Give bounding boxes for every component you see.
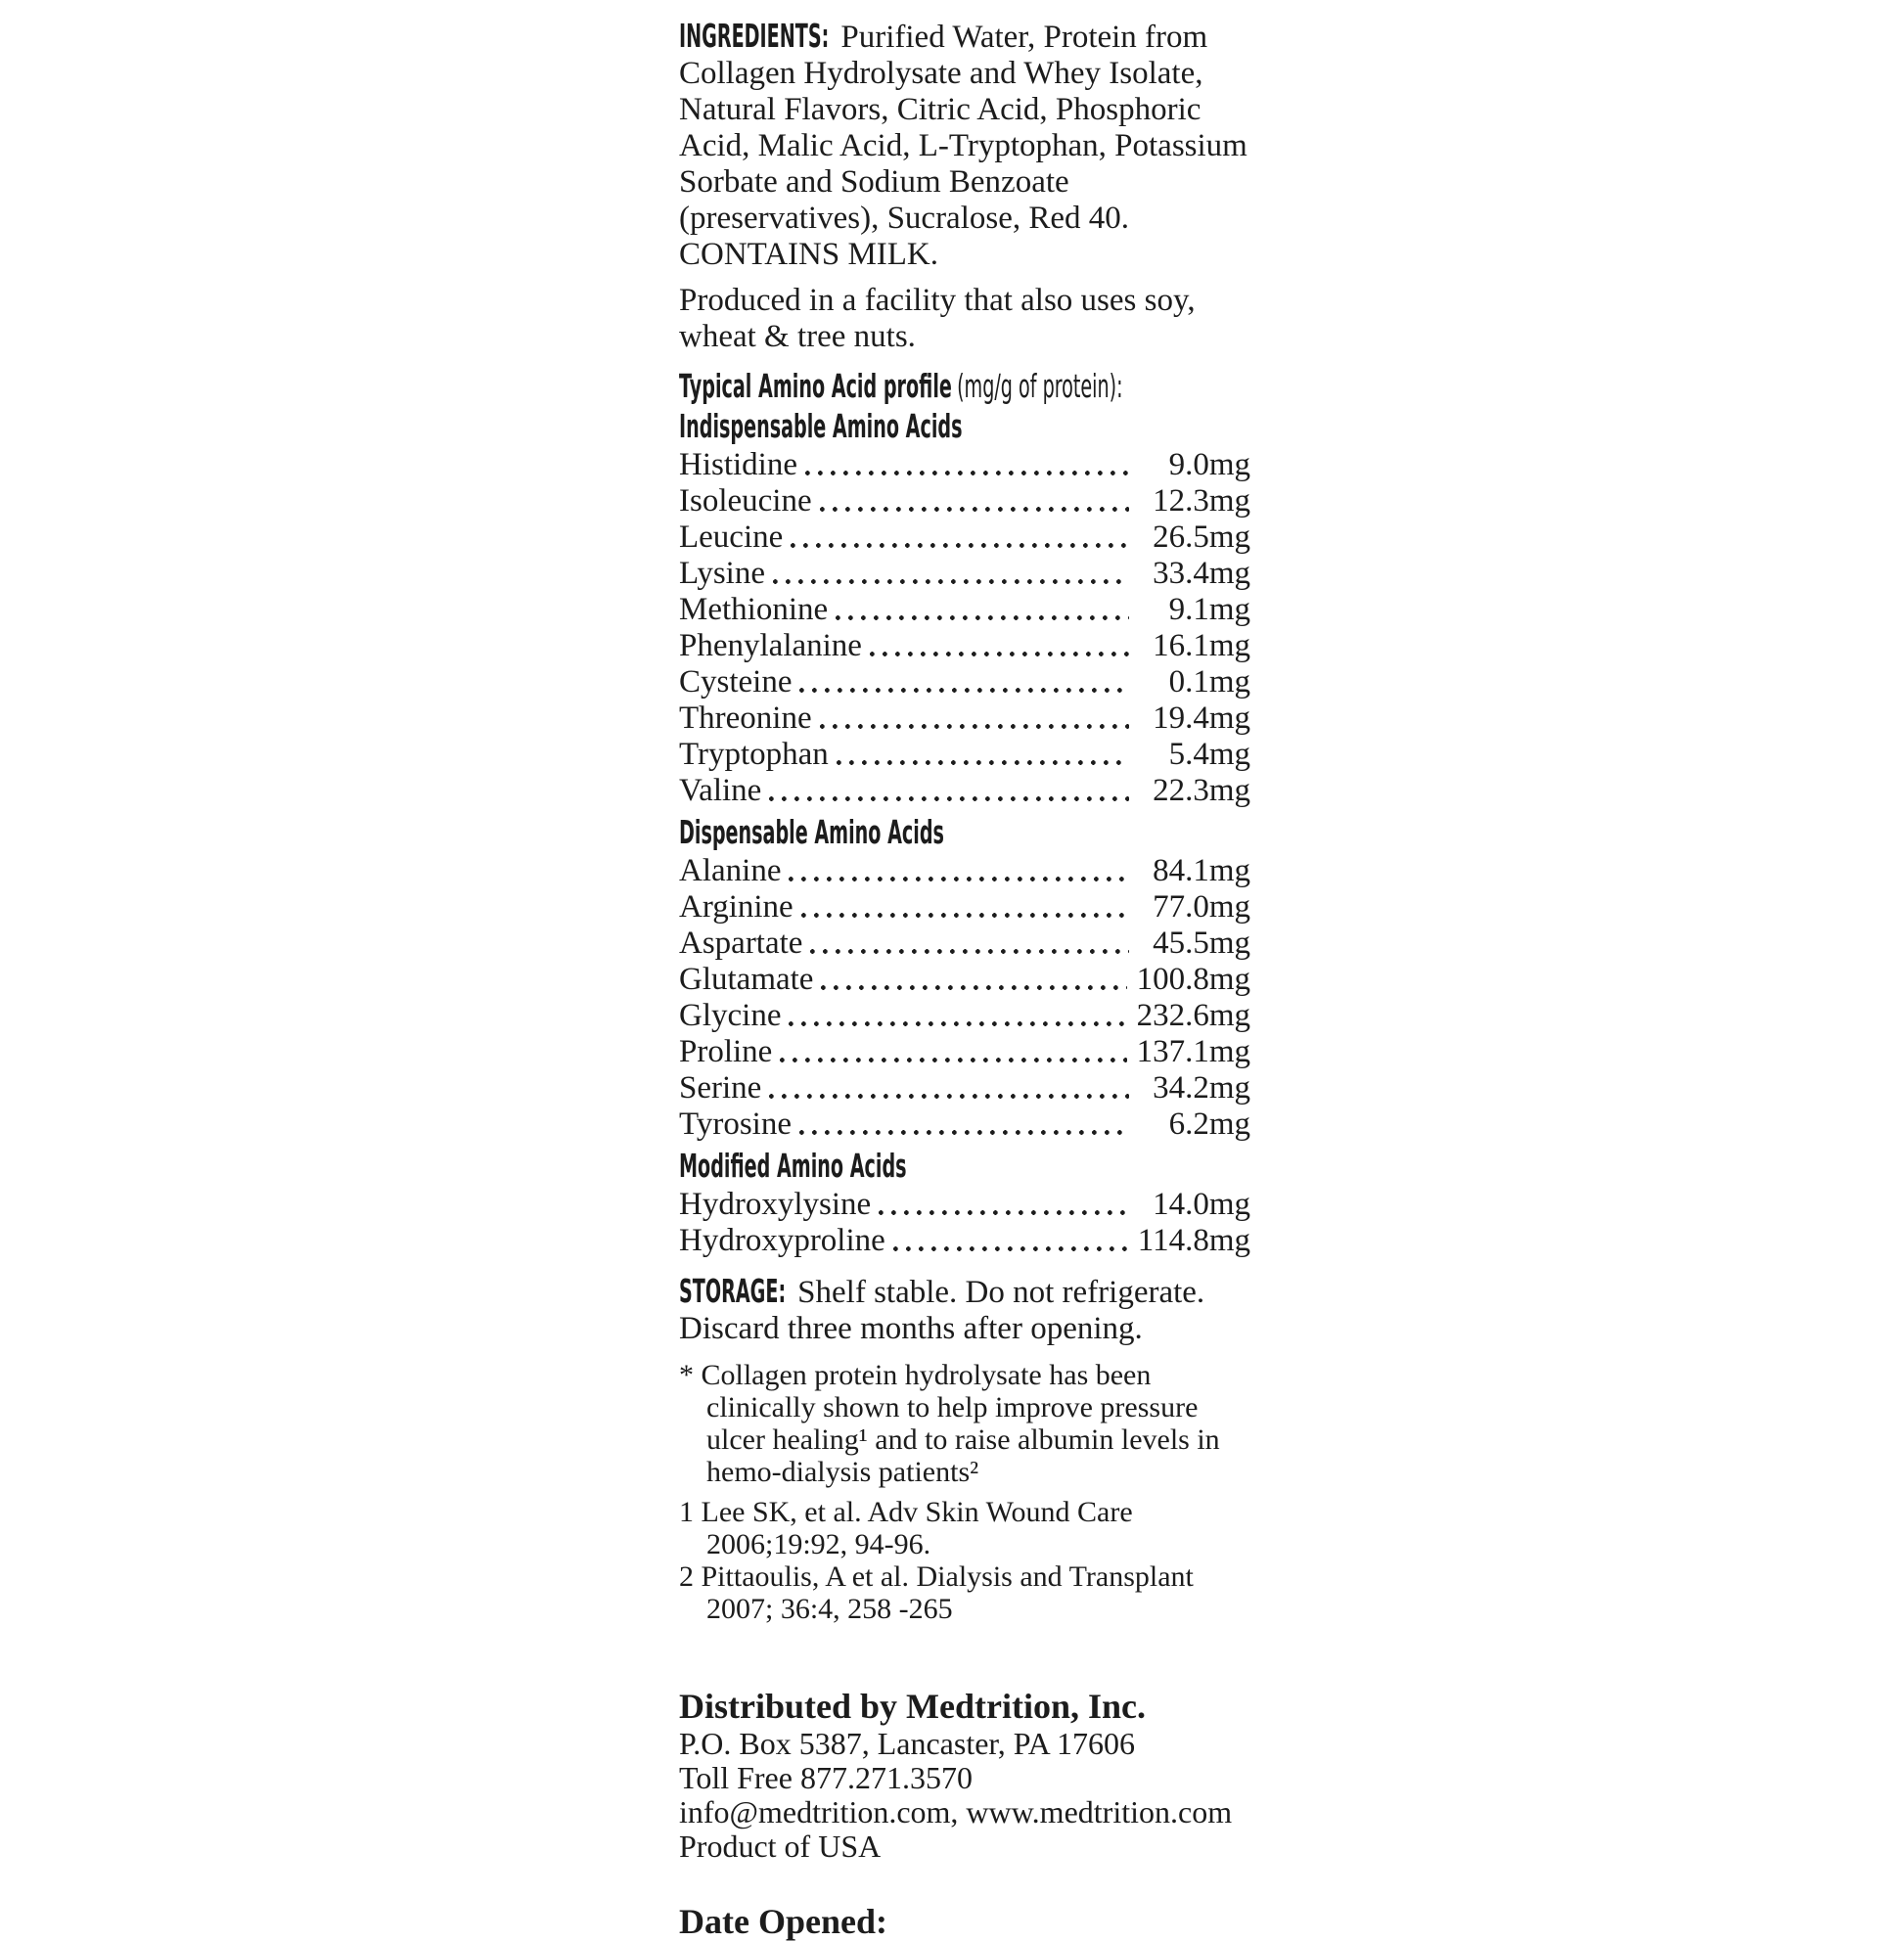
amino-section-heading — [679, 1147, 1250, 1187]
dot-leader — [773, 579, 1129, 584]
amino-acid-row — [679, 926, 1250, 962]
amino-acid-name: Glycine — [679, 998, 782, 1033]
amino-acid-name: Phenylalanine — [679, 628, 862, 663]
amino-acid-name: Histidine — [679, 447, 797, 482]
amino-acid-row — [679, 664, 1250, 700]
dot-leader — [810, 949, 1129, 954]
amino-acid-value: 232.6mg — [1136, 998, 1250, 1033]
dot-leader — [769, 796, 1129, 801]
dot-leader — [837, 760, 1129, 765]
amino-acid-name: Hydroxyproline — [679, 1223, 885, 1258]
amino-section-heading-text: Dispensable Amino Acids — [679, 813, 944, 851]
amino-sections — [679, 407, 1250, 1259]
amino-section-heading-text: Indispensable Amino Acids — [679, 407, 963, 445]
storage-text: Shelf stable. Do not refrigerate. Discard three months after opening. — [679, 1275, 1205, 1346]
amino-acid-row — [679, 1187, 1250, 1223]
dot-leader — [820, 724, 1129, 729]
amino-acid-value: 19.4mg — [1153, 700, 1250, 736]
amino-acid-row — [679, 556, 1250, 592]
amino-acid-row — [679, 447, 1250, 483]
dot-leader — [769, 1094, 1129, 1099]
product-origin: Product of USA — [679, 1829, 882, 1864]
amino-acid-name: Hydroxylysine — [679, 1187, 872, 1222]
amino-acid-value: 0.1mg — [1168, 664, 1250, 700]
dot-leader — [780, 1058, 1126, 1062]
amino-acid-name: Tyrosine — [679, 1106, 793, 1142]
dot-leader — [805, 471, 1129, 475]
amino-acid-name: Threonine — [679, 700, 812, 736]
amino-acid-value: 26.5mg — [1153, 519, 1250, 555]
amino-acid-row — [679, 1106, 1250, 1143]
dot-leader — [801, 913, 1129, 918]
amino-acid-value: 137.1mg — [1136, 1034, 1250, 1069]
dot-leader — [791, 543, 1129, 548]
amino-acid-value: 114.8mg — [1137, 1223, 1250, 1258]
amino-acid-row — [679, 998, 1250, 1034]
storage-paragraph — [679, 1273, 1250, 1347]
amino-acid-value: 34.2mg — [1153, 1070, 1250, 1106]
dot-leader — [820, 507, 1129, 512]
storage-label: STORAGE: — [679, 1272, 787, 1310]
amino-acid-name: Serine — [679, 1070, 762, 1106]
amino-acid-name: Valine — [679, 773, 762, 808]
dot-leader — [789, 877, 1129, 881]
amino-acid-row — [679, 773, 1250, 809]
amino-acid-row — [679, 889, 1250, 926]
amino-acid-value: 6.2mg — [1168, 1106, 1250, 1142]
dot-leader — [799, 688, 1129, 693]
amino-acid-row — [679, 483, 1250, 519]
ingredients-label: INGREDIENTS: — [679, 17, 830, 55]
amino-profile-title: Typical Amino Acid profile — [679, 367, 952, 405]
amino-acid-value: 84.1mg — [1153, 853, 1250, 888]
amino-acid-name: Methionine — [679, 592, 829, 627]
dot-leader — [821, 985, 1126, 990]
amino-acid-row — [679, 853, 1250, 889]
amino-profile-title-line — [679, 367, 1250, 407]
date-opened-label: Date Opened: — [679, 1902, 887, 1941]
amino-acid-name: Isoleucine — [679, 483, 812, 519]
amino-acid-value: 22.3mg — [1153, 773, 1250, 808]
facility-allergen-note: Produced in a facility that also uses soy, wheat & tree nuts. — [679, 283, 1196, 354]
dot-leader — [893, 1246, 1128, 1251]
amino-acid-value: 14.0mg — [1153, 1187, 1250, 1222]
distributor-block — [679, 1686, 1250, 1864]
distributor-address: P.O. Box 5387, Lancaster, PA 17606 — [679, 1726, 1135, 1761]
amino-acid-value: 12.3mg — [1153, 483, 1250, 519]
dot-leader — [870, 652, 1129, 656]
amino-acid-row — [679, 962, 1250, 998]
amino-acid-row — [679, 628, 1250, 664]
dot-leader — [799, 1130, 1129, 1135]
distributor-phone: Toll Free 877.271.3570 — [679, 1760, 973, 1795]
amino-acid-name: Cysteine — [679, 664, 793, 700]
amino-acid-row — [679, 1223, 1250, 1259]
amino-acid-name: Aspartate — [679, 926, 803, 961]
amino-acid-value: 5.4mg — [1168, 737, 1250, 772]
reference-item: 2 Pittaoulis, A et al. Dialysis and Transplant 2007; 36:4, 258 -265 — [679, 1560, 1194, 1625]
clinical-footnote: * Collagen protein hydrolysate has been clinically shown to help improve pressure ulcer healing¹ and to raise albumin levels in hemo-dialysis patients² — [679, 1359, 1220, 1488]
amino-acid-name: Tryptophan — [679, 737, 829, 772]
amino-acid-value: 16.1mg — [1153, 628, 1250, 663]
amino-acid-name: Proline — [679, 1034, 773, 1069]
distributor-name: Distributed by Medtrition, Inc. — [679, 1687, 1146, 1726]
reference-item: 1 Lee SK, et al. Adv Skin Wound Care 2006;19:92, 94-96. — [679, 1496, 1133, 1560]
dot-leader — [789, 1021, 1126, 1026]
amino-acid-row — [679, 1070, 1250, 1106]
amino-acid-value: 77.0mg — [1153, 889, 1250, 925]
amino-section-heading — [679, 407, 1250, 447]
amino-acid-row — [679, 1034, 1250, 1070]
amino-acid-name: Lysine — [679, 556, 765, 591]
amino-section-heading-text: Modified Amino Acids — [679, 1147, 907, 1185]
contains-milk-statement: CONTAINS MILK. — [679, 237, 939, 272]
amino-acid-value: 9.1mg — [1168, 592, 1250, 627]
amino-acid-name: Alanine — [679, 853, 782, 888]
amino-acid-value: 33.4mg — [1153, 556, 1250, 591]
amino-acid-value: 100.8mg — [1136, 962, 1250, 997]
references-list — [679, 1496, 1250, 1625]
amino-acid-row — [679, 737, 1250, 773]
amino-acid-row — [679, 519, 1250, 556]
amino-acid-value: 45.5mg — [1153, 926, 1250, 961]
dot-leader — [836, 615, 1129, 620]
ingredients-paragraph — [679, 18, 1250, 237]
amino-acid-name: Leucine — [679, 519, 784, 555]
amino-acid-row — [679, 700, 1250, 737]
amino-profile-units: (mg/g of protein): — [957, 367, 1123, 405]
amino-section-heading — [679, 813, 1250, 853]
amino-acid-value: 9.0mg — [1168, 447, 1250, 482]
dot-leader — [879, 1210, 1129, 1215]
amino-acid-name: Glutamate — [679, 962, 814, 997]
label-text-column — [679, 18, 1250, 1942]
amino-acid-row — [679, 592, 1250, 628]
amino-profile-title-group — [679, 367, 1123, 407]
ingredients-text: Purified Water, Protein from Collagen Hydrolysate and Whey Isolate, Natural Flavors, Citric Acid, Phosphoric Acid, Malic Acid, L-Tryptophan, Potassium Sorbate and Sodium Benzoate (preservatives), Sucralose, Red 40. — [679, 20, 1247, 236]
amino-acid-name: Arginine — [679, 889, 793, 925]
distributor-contact: info@medtrition.com, www.medtrition.com — [679, 1794, 1233, 1829]
